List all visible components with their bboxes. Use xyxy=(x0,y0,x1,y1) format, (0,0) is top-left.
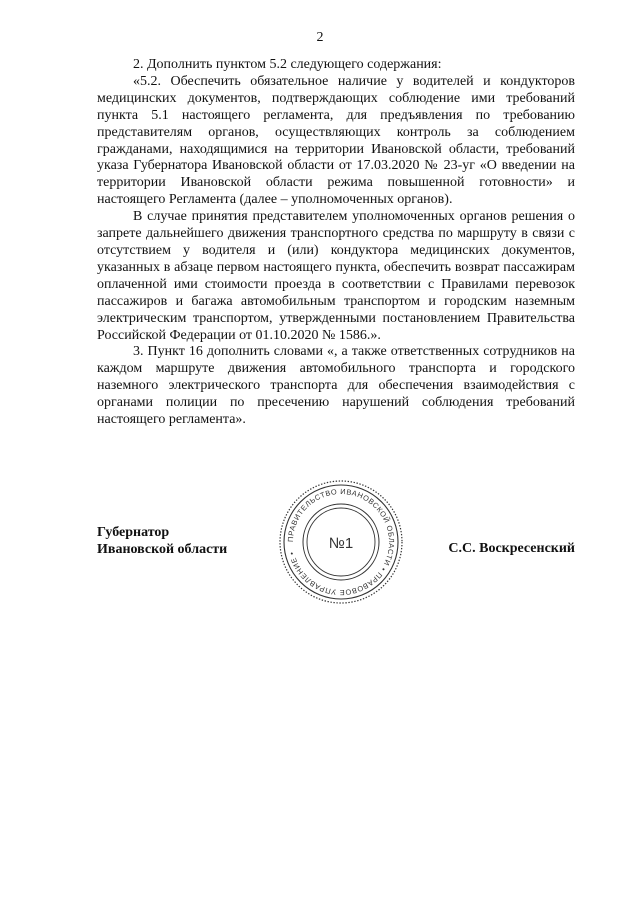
paragraph: В случае принятия представителем уполномоченных органов решения о запрете дальнейшего движения транспортного средства по маршруту в связи с отсутствием у водителя и (или) кондуктора медицинских документов, указанных в абзаце первом настоящего пункта, обеспечить возврат пассажирам оплаченной ими стоимости проезда в соответствии с Правилами перевозок пассажиров и багажа автомобильным транспортом и городским наземным электрическим транспортом, утвержденными постановлением Правительства Российской Федерации от 01.10.2020 № 1586.». xyxy=(97,209,575,343)
document-body xyxy=(97,57,575,429)
seal-stamp xyxy=(277,478,405,606)
seal-ring-text: ПРАВИТЕЛЬСТВО ИВАНОВСКОЙ ОБЛАСТИ • ПРАВОВОЕ УПРАВЛЕНИЕ • xyxy=(285,486,397,598)
paragraph: «5.2. Обеспечить обязательное наличие у водителей и кондукторов медицинских документов, подтверждающих соблюдение ими требований пункта 5.1 настоящего регламента, для предъявления по требованию представителям органов, осуществляющих контроль за соблюдением гражданами, находящимися на территории Ивановской области, требований указа Губернатора Ивановской области от 17.03.2020 № 23-уг «О введении на территории Ивановской области режима повышенной готовности» и настоящего Регламента (далее – уполномоченных органов). xyxy=(97,73,575,208)
signatory-name: С.С. Воскресенский xyxy=(448,541,575,556)
signatory-title xyxy=(97,524,227,558)
paragraph: 2. Дополнить пунктом 5.2 следующего содержания: xyxy=(133,57,442,72)
signatory-title-line: Ивановской области xyxy=(97,542,228,557)
seal-number: №1 xyxy=(328,535,354,552)
signatory-title-line: Губернатор xyxy=(97,525,170,540)
paragraph: 3. Пункт 16 дополнить словами «, а также ответственных сотрудников на каждом маршруте движения автомобильного транспорта и городского наземного электрического транспорта для обеспечения взаимодействия с органами полиции по пресечению нарушений соблюдения требований настоящего регламента». xyxy=(97,344,575,428)
page-number: 2 xyxy=(316,30,324,45)
